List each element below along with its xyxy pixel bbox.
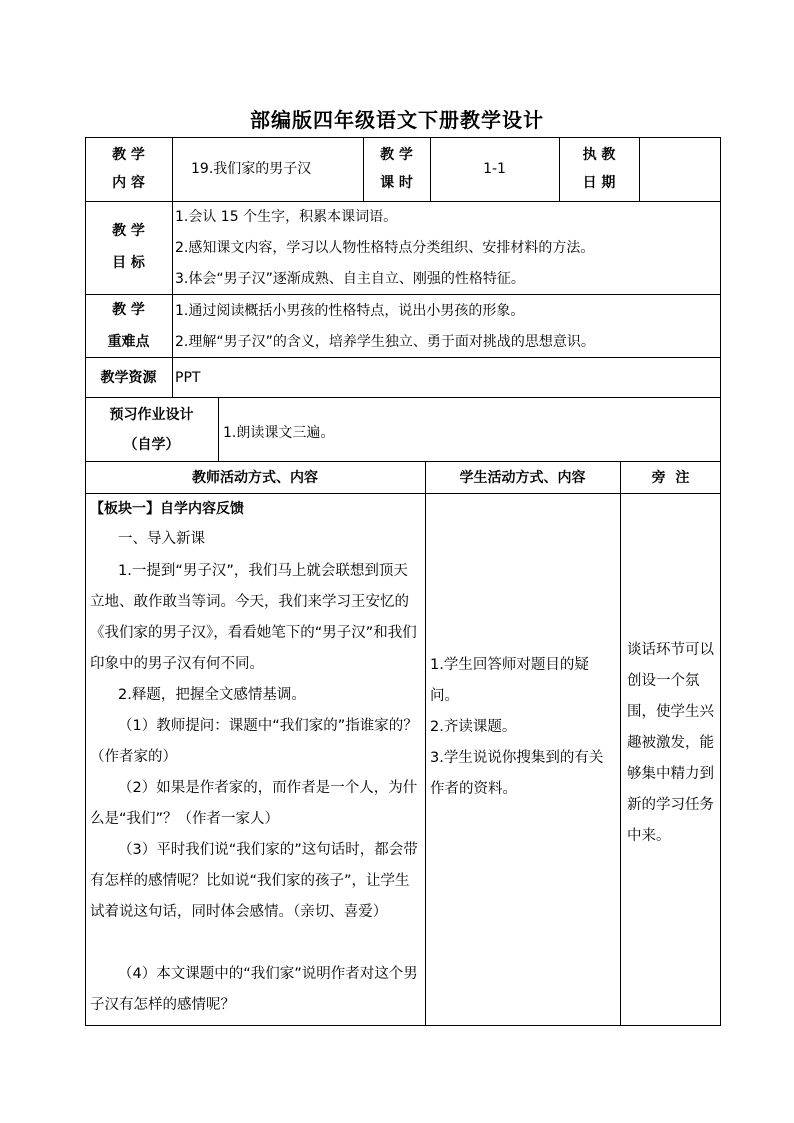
side-note: 谈话环节可以创设一个氛围，使学生兴趣被激发，能够集中精力到新的学习任务中来。 (627, 642, 714, 844)
row-divider (85, 294, 721, 295)
col-divider (425, 461, 426, 1026)
date-label-line-1: 执 教 (582, 147, 616, 163)
hours-label-line-1: 教 学 (380, 147, 413, 163)
col-header-teacher: 教师活动方式、内容 (192, 470, 318, 486)
teacher-paragraph: 2.释题，把握全文感情基调。 (118, 687, 306, 703)
document-title: 部编版四年级语文下册教学设计 (250, 108, 544, 132)
hours-label (363, 145, 430, 193)
student-line: 2.齐读课题。 (430, 719, 517, 735)
preview-value: 1.朗读课文三遍。 (223, 425, 335, 441)
hours-label-line-2: 课 时 (380, 175, 413, 191)
preview-label (85, 405, 218, 455)
teacher-paragraph: （3）平时我们说“我们家的”这句话时，都会带有怎样的感情呢？比如说“我们家的孩子”，让学生试着说这句话，同时体会感情。（亲切、喜爱） (90, 842, 418, 920)
section-heading: 【板块一】自学内容反馈 (90, 501, 244, 517)
col-divider (172, 137, 173, 397)
teacher-paragraph: （4）本文课题中的“我们家”说明作者对这个男子汉有怎样的感情呢？ (90, 966, 418, 1013)
teacher-line: 一、导入新课 (118, 531, 205, 547)
teacher-paragraph: 1.一提到“男子汉”，我们马上就会联想到顶天立地、敢作敢当等词。今天，我们来学习王安忆的《我们家的男子汉》，看看她笔下的“男子汉”和我们印象中的男子汉有何不同。 (90, 563, 417, 672)
resources-value: PPT (175, 370, 201, 386)
row-divider (85, 201, 721, 202)
date-label (559, 145, 639, 193)
table-border-right (720, 137, 721, 1026)
col-divider (218, 397, 219, 461)
preview-label-line-1: 预习作业设计 (109, 407, 194, 423)
teacher-paragraph: （2）如果是作者家的，而作者是一个人，为什么是“我们”？（作者一家人） (90, 780, 418, 827)
goals-label-line-2: 目 标 (112, 255, 145, 271)
keypoints-label (85, 300, 172, 352)
keypoints-label-line-1: 教 学 (112, 302, 145, 318)
goals-label (85, 221, 172, 273)
student-line: 1.学生回答师对题目的疑问。 (430, 657, 589, 704)
col-divider (620, 461, 621, 1026)
goal-item: 3.体会“男子汉”逐渐成熟、自主自立、刚强的性格特征。 (175, 271, 525, 287)
student-line: 3.学生说说你搜集到的有关作者的资料。 (430, 750, 604, 797)
col-header-student: 学生活动方式、内容 (459, 470, 586, 486)
row-divider (85, 357, 721, 358)
goals-label-line-1: 教 学 (112, 223, 145, 239)
preview-label-line-2: （自学） (123, 437, 180, 453)
row-divider (85, 397, 721, 398)
teacher-paragraph: （1）教师提问：课题中“我们家的”指谁家的？（作者家的） (90, 718, 418, 765)
col-header-notes: 旁 注 (651, 470, 690, 486)
keypoint-item: 2.理解“男子汉”的含义，培养学生独立、勇于面对挑战的思想意识。 (175, 334, 595, 350)
content-label (85, 145, 172, 193)
keypoint-item: 1.通过阅读概括小男孩的性格特点，说出小男孩的形象。 (175, 303, 525, 319)
row-divider (85, 461, 721, 462)
keypoints-label-line-2: 重难点 (107, 334, 150, 350)
row-divider (85, 493, 721, 494)
resources-label: 教学资源 (100, 370, 157, 386)
goal-item: 2.感知课文内容，学习以人物性格特点分类组织、安排材料的方法。 (175, 240, 595, 256)
content-label-line-2: 内 容 (112, 175, 145, 191)
content-value: 19.我们家的男子汉 (191, 161, 312, 177)
table-border-top (85, 137, 721, 138)
col-divider (639, 137, 640, 201)
content-label-line-1: 教 学 (112, 147, 145, 163)
goal-item: 1.会认 15 个生字，积累本课词语。 (175, 209, 398, 225)
date-label-line-2: 日 期 (582, 175, 616, 191)
table-border-bottom (85, 1025, 721, 1026)
hours-value: 1-1 (483, 161, 506, 177)
